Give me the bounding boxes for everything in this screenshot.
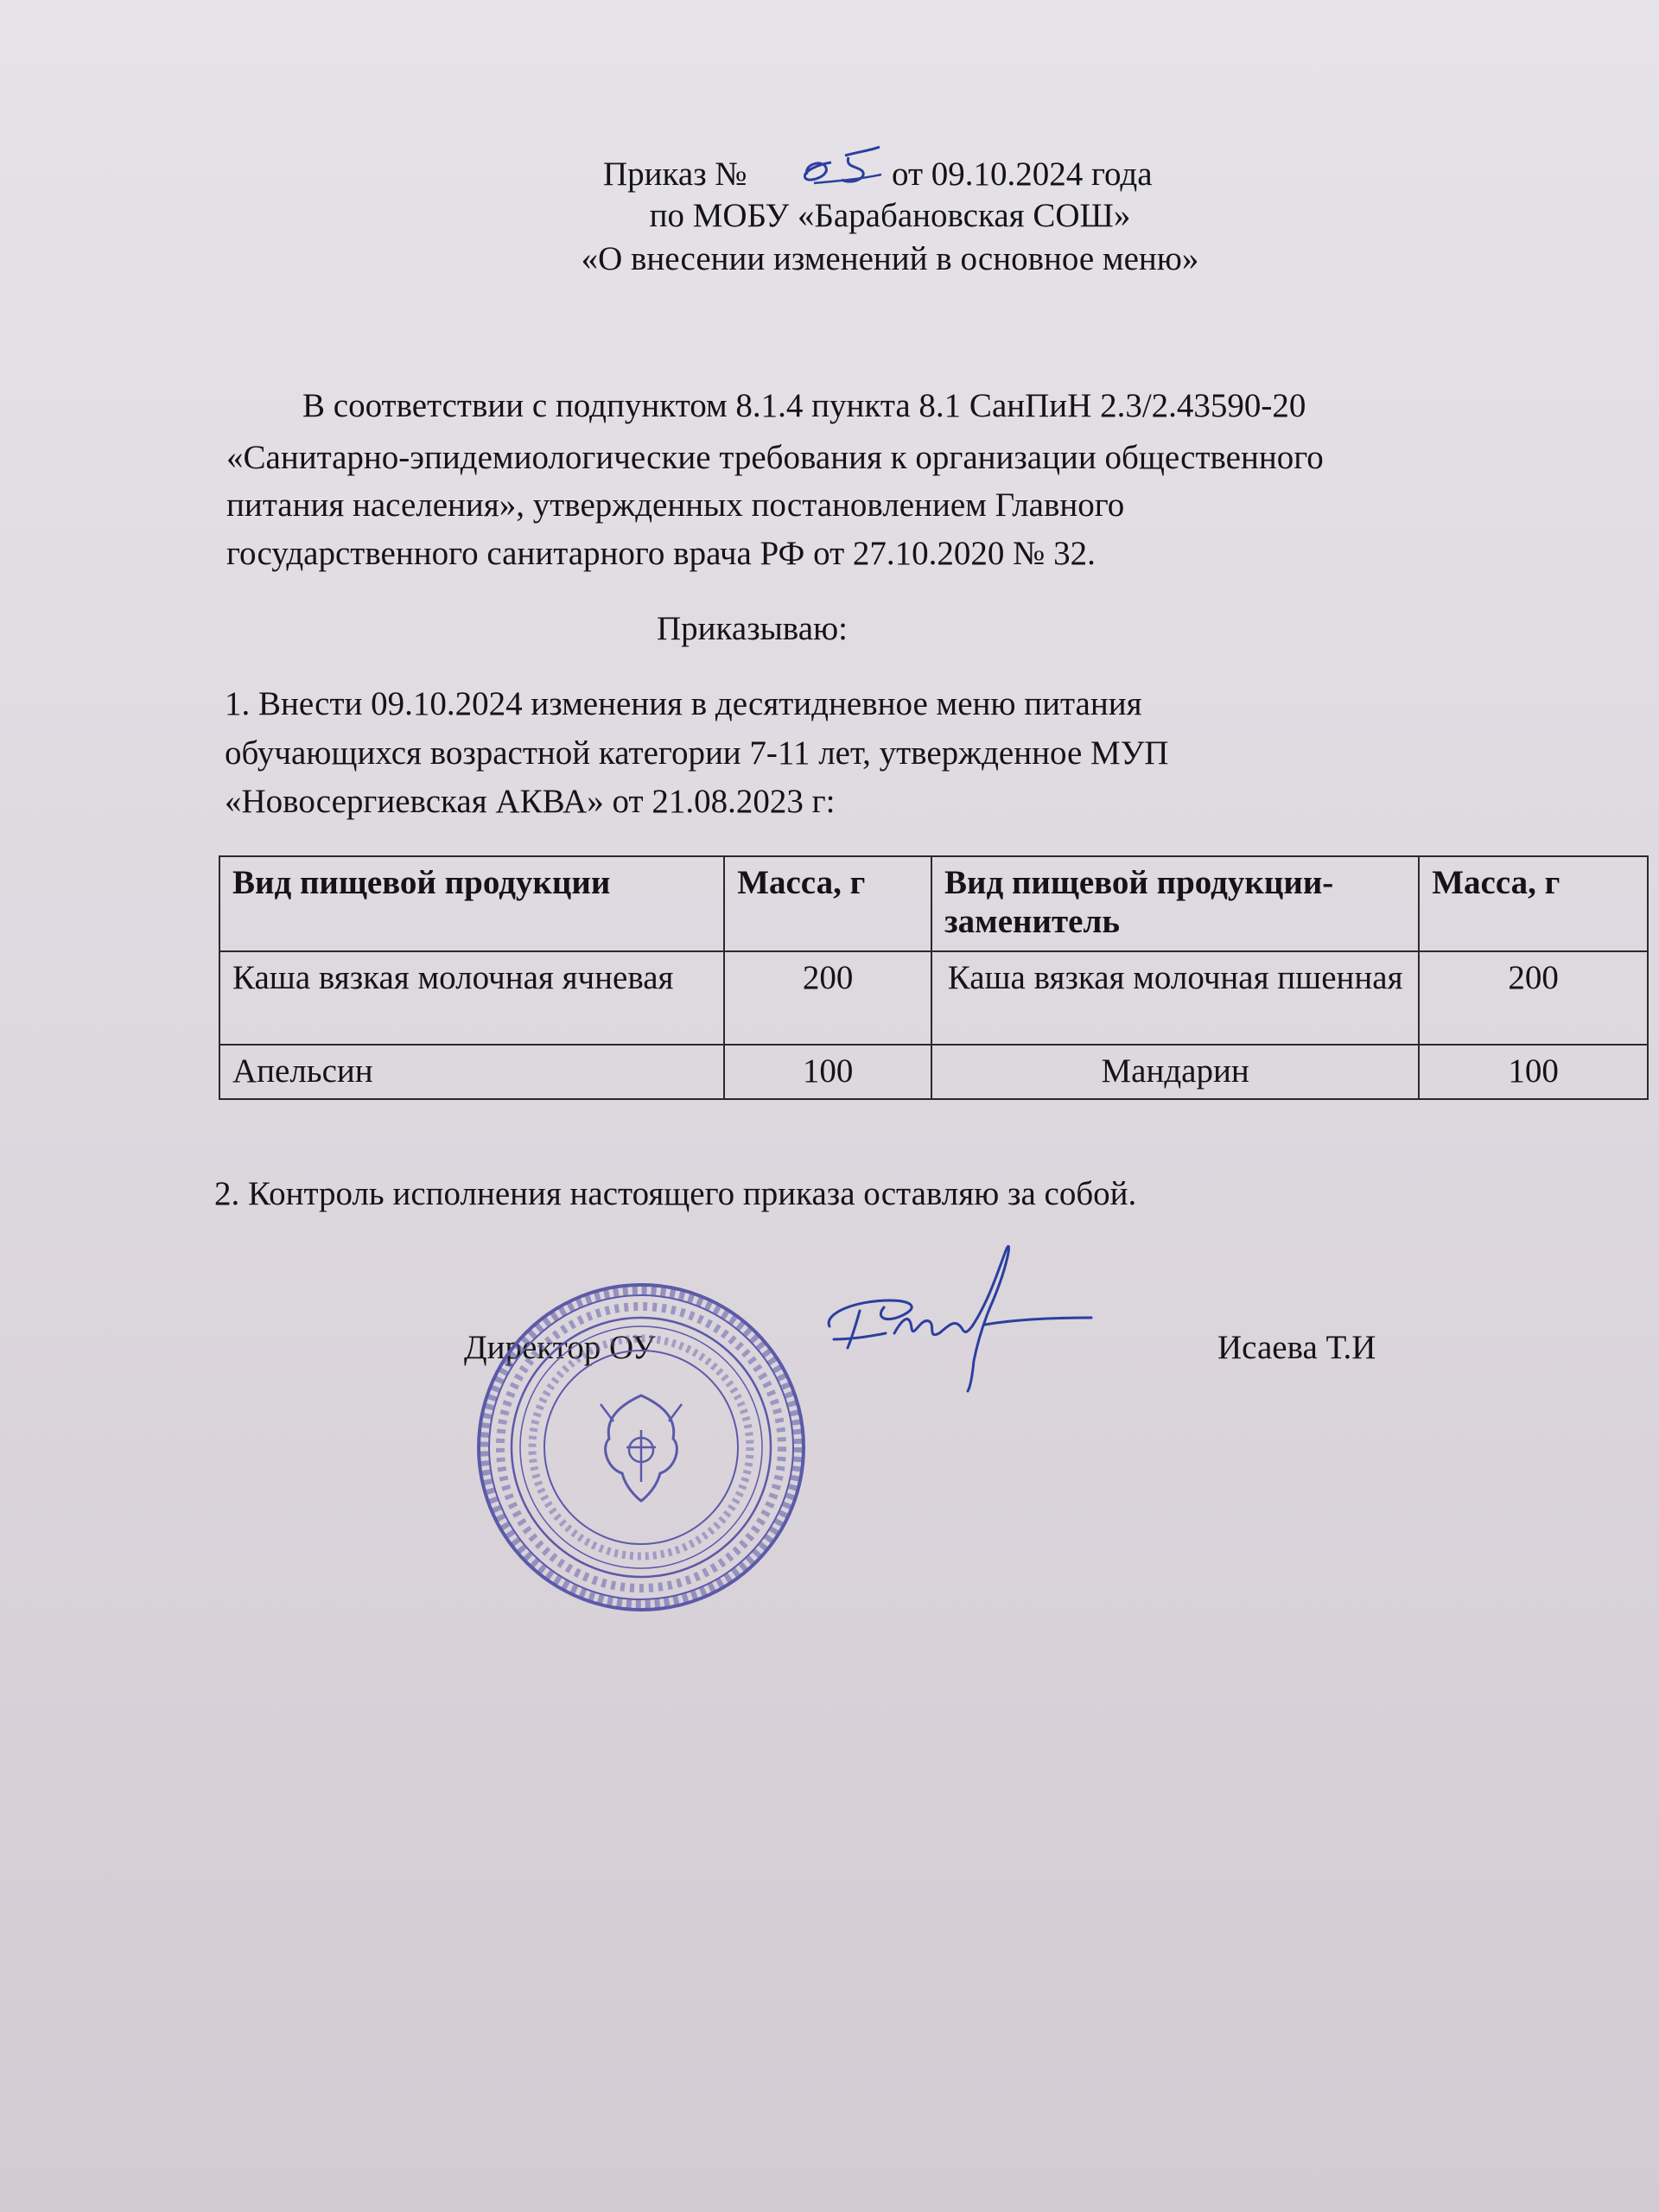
header-substitute-mass: Масса, г <box>1419 856 1648 951</box>
handwritten-order-number <box>797 130 900 199</box>
header-substitute: Вид пищевой продукции-заменитель <box>931 856 1419 951</box>
table-row <box>219 951 1648 1045</box>
item1-line-2: обучающихся возрастной категории 7-11 лет, утвержденное МУП <box>225 734 1169 772</box>
header-mass: Масса, г <box>724 856 931 951</box>
organization-name: по МОБУ «Барабановская СОШ» <box>649 197 1131 234</box>
preamble-line-4: государственного санитарного врача РФ от 27.10.2020 № 32. <box>226 535 1096 572</box>
order-prefix: Приказ № <box>603 156 747 193</box>
cell-substitute-mass: 200 <box>1419 951 1648 1045</box>
cell-product: Каша вязкая молочная ячневая <box>219 951 724 1045</box>
table-header-row <box>219 856 1648 951</box>
order-word: Приказываю: <box>657 610 848 647</box>
item1-line-3: «Новосергиевская АКВА» от 21.08.2023 г: <box>225 783 836 820</box>
header-product: Вид пищевой продукции <box>219 856 724 951</box>
cell-mass: 100 <box>724 1045 931 1099</box>
handwritten-signature <box>817 1231 1102 1404</box>
item2-text: 2. Контроль исполнения настоящего приказа оставляю за собой. <box>214 1175 1137 1212</box>
preamble-line-1: В соответствии с подпунктом 8.1.4 пункта 8.1 СанПиН 2.3/2.43590-20 <box>302 387 1306 424</box>
director-name: Исаева Т.И <box>1217 1329 1376 1366</box>
cell-substitute: Мандарин <box>931 1045 1419 1099</box>
director-position: Директор ОУ <box>464 1329 656 1366</box>
cell-mass: 200 <box>724 951 931 1045</box>
school-round-stamp <box>471 1274 812 1620</box>
cell-product: Апельсин <box>219 1045 724 1099</box>
menu-substitution-table <box>219 855 1649 1100</box>
preamble-line-3: питания населения», утвержденных постановлением Главного <box>226 486 1125 524</box>
cell-substitute-mass: 100 <box>1419 1045 1648 1099</box>
table-row <box>219 1045 1648 1099</box>
cell-substitute: Каша вязкая молочная пшенная <box>931 951 1419 1045</box>
order-date: от 09.10.2024 года <box>892 156 1153 193</box>
preamble-line-2: «Санитарно-эпидемиологические требования к организации общественного <box>226 439 1324 476</box>
document-title: «О внесении изменений в основное меню» <box>581 240 1199 277</box>
item1-line-1: 1. Внести 09.10.2024 изменения в десятидневное меню питания <box>225 685 1142 722</box>
